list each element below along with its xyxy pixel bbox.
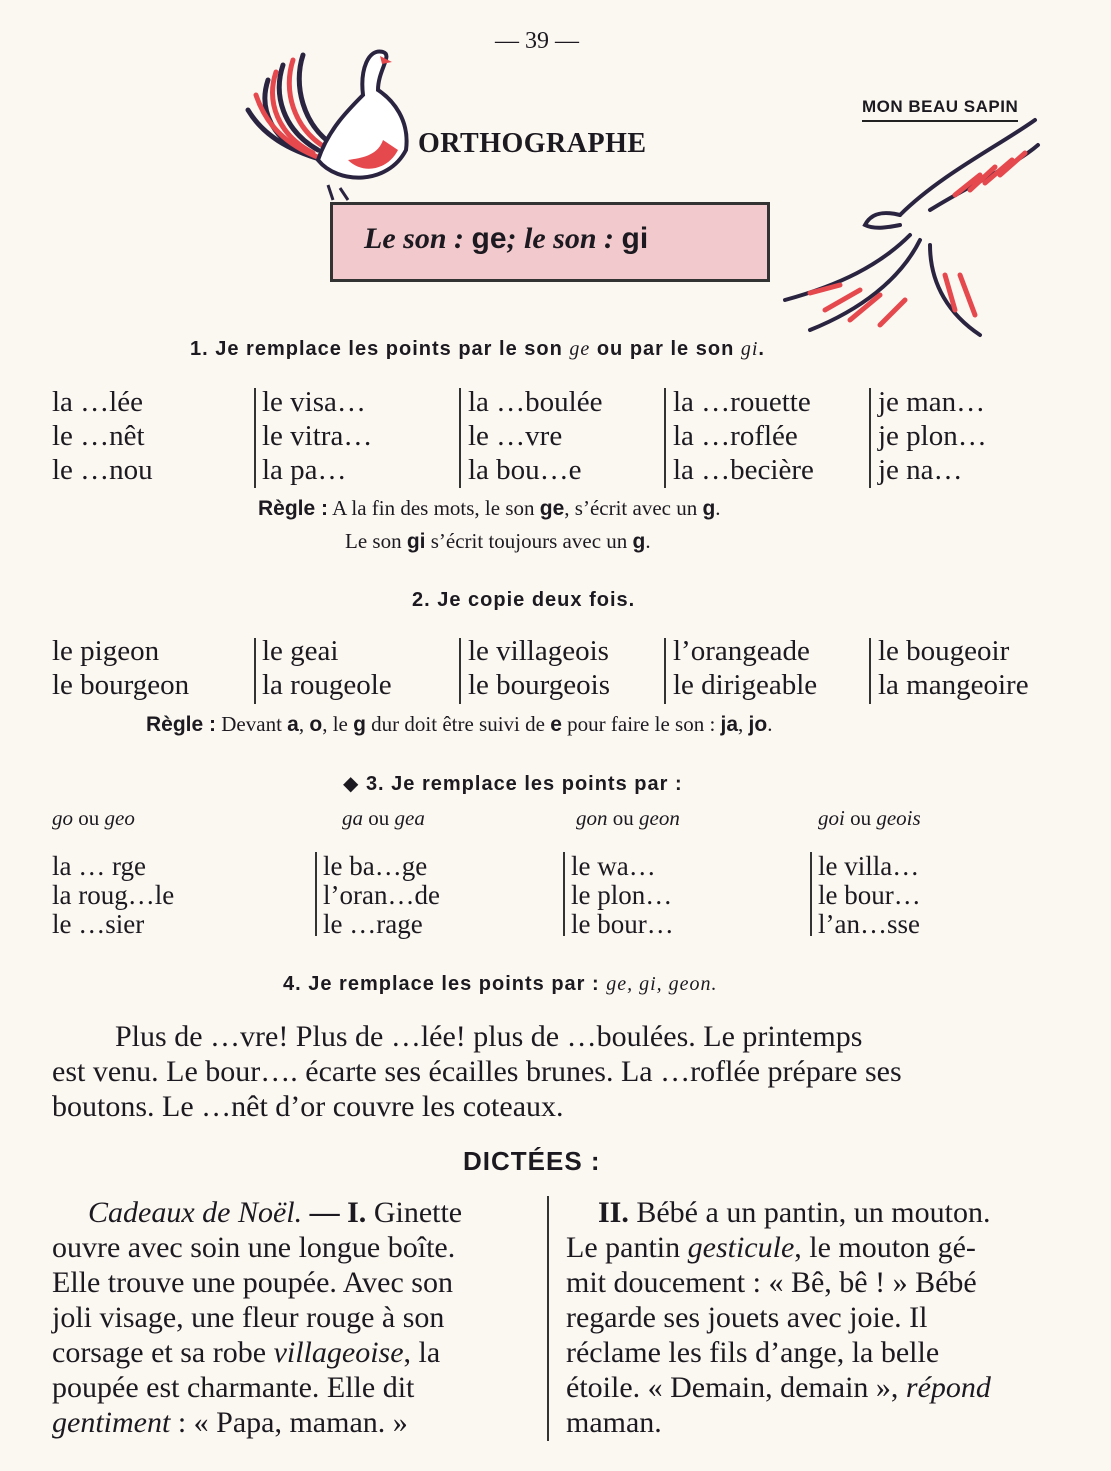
ex1-column [52, 385, 153, 487]
ex4-heading [283, 973, 718, 996]
ex2-column [673, 634, 817, 702]
ex1-heading-gi: gi [740, 338, 759, 360]
label-ou: ou [78, 806, 100, 830]
banner-part2: ; le son : [506, 222, 615, 255]
ex4-heading-options: ge, gi, geon. [606, 973, 718, 995]
ex1-word: la …lée [52, 386, 143, 418]
ex1-word: la bou…e [468, 454, 582, 486]
ex2-word: le bourgeon [52, 669, 190, 701]
ex1-rule-line1 [258, 496, 721, 521]
rule-text: pour faire le son : [567, 712, 716, 736]
dictee-line [52, 1335, 462, 1370]
dictee-line [566, 1230, 991, 1265]
ex4-line: boutons. Le …nêt d’or couvre les coteaux. [52, 1090, 564, 1123]
ex1-word: je na… [878, 454, 963, 486]
ex2-word: le villageois [468, 635, 609, 667]
ex3-word: l’an…sse [818, 909, 920, 939]
rule-text: , le [322, 712, 348, 736]
rule-letter: g [632, 530, 646, 553]
ex3-word: le bour… [571, 909, 674, 939]
ex1-word: je man… [878, 386, 986, 418]
dictee-number: II. [598, 1196, 629, 1229]
label-option: gea [394, 806, 425, 830]
column-divider [459, 388, 461, 488]
rule-end: . [767, 712, 773, 736]
ex3-column [323, 851, 440, 939]
column-divider [869, 638, 871, 704]
ex1-word: la …rouette [673, 386, 811, 418]
ex1-heading [190, 338, 765, 361]
dictee-line: mit doucement : « Bê, bê ! » Bébé [566, 1266, 977, 1299]
rule-text: Le son [345, 529, 402, 553]
dictee-number: I. [347, 1196, 367, 1229]
ex2-word: le bougeoir [878, 635, 1010, 667]
ex3-label [576, 806, 680, 831]
rule-letter: a [287, 713, 299, 736]
banner-part1: Le son : [364, 222, 464, 255]
rule-label: Règle : [146, 713, 217, 736]
rule-sound: ge [539, 497, 565, 520]
rule-text: , s’écrit avec un [564, 496, 698, 520]
dove-illustration-left [228, 40, 418, 205]
dictee-line: ouvre avec soin une longue boîte. [52, 1231, 456, 1264]
ex1-word: le …nêt [52, 420, 145, 452]
lesson-banner-title [364, 222, 648, 256]
ex3-word: la … rge [52, 851, 146, 881]
ex3-word: le …rage [323, 909, 423, 939]
ex1-word: le vitra… [262, 420, 373, 452]
banner-sound-gi: gi [621, 222, 649, 255]
ex1-column [673, 385, 814, 487]
ex1-heading-ge: ge [569, 338, 591, 360]
column-divider [315, 852, 317, 936]
rule-sound: gi [406, 530, 426, 553]
rule-letter: g [353, 713, 366, 736]
label-option: gon [576, 806, 608, 830]
label-ou: ou [612, 806, 634, 830]
rule-text: A la fin des mots, le son [332, 496, 535, 520]
rule-sound: ja [720, 713, 739, 736]
ex3-column [52, 851, 175, 939]
ex3-word: le …sier [52, 909, 145, 939]
label-option: geon [639, 806, 680, 830]
rule-sound: jo [748, 713, 768, 736]
dictee-italic: villageoise [273, 1336, 404, 1369]
dictee-text: Le pantin [566, 1231, 681, 1264]
ex3-column [571, 851, 674, 939]
dictee-italic: répond [905, 1371, 991, 1404]
ex4-heading-text: 4. Je remplace les points par : [283, 973, 600, 995]
label-option: geo [104, 806, 135, 830]
ex1-word: la …becière [673, 454, 814, 486]
column-divider [459, 638, 461, 704]
rule-end: . [715, 496, 721, 520]
ex2-word: la mangeoire [878, 669, 1029, 701]
ex2-word: le bourgeois [468, 669, 611, 701]
column-divider [664, 638, 666, 704]
ex2-heading: 2. Je copie deux fois. [412, 589, 636, 611]
ex3-label [818, 806, 921, 831]
dictee-dash: — [309, 1196, 340, 1229]
label-option: ga [342, 806, 363, 830]
ex1-heading-text: 1. Je remplace les points par le son [190, 338, 563, 360]
dictee-line: poupée est charmante. Elle dit [52, 1371, 415, 1404]
dictees-heading: DICTÉES : [463, 1146, 601, 1176]
series-title: MON BEAU SAPIN [862, 97, 1018, 122]
dictee-text: : « Papa, maman. » [177, 1406, 408, 1439]
ex1-rule-line2 [345, 529, 651, 554]
ex2-word: la rougeole [262, 669, 392, 701]
ex1-word: le …vre [468, 420, 563, 452]
label-ou: ou [368, 806, 390, 830]
dictee-italic: gentiment [52, 1406, 171, 1439]
rule-label: Règle : [258, 497, 329, 520]
rule-text: , [298, 712, 305, 736]
dictee-line: maman. [566, 1406, 662, 1439]
ex2-column [468, 634, 610, 702]
ex2-column [262, 634, 392, 702]
ex3-word: le bour… [818, 880, 921, 910]
dictee-text: , la [403, 1336, 441, 1369]
dictee-text: Ginette [373, 1196, 463, 1229]
dictee-line [52, 1195, 462, 1230]
dictee-line [566, 1195, 991, 1230]
ex1-word: la …roflée [673, 420, 798, 452]
dictee-line: réclame les fils d’ange, la belle [566, 1336, 940, 1369]
ex3-word: la roug…le [52, 880, 175, 910]
ex4-line: Plus de …vre! Plus de …lée! plus de …boulées. Le printemps [115, 1020, 863, 1053]
dictee-divider [547, 1196, 549, 1441]
ex2-word: le pigeon [52, 635, 160, 667]
ex1-word: le …nou [52, 454, 153, 486]
dove-illustration-right [780, 115, 1050, 345]
dictee-text: corsage et sa robe [52, 1336, 267, 1369]
ex3-column [818, 851, 921, 939]
ex1-word: je plon… [878, 420, 987, 452]
dictee-text: Bébé a un pantin, un mouton. [636, 1196, 991, 1229]
ex2-column [52, 634, 189, 702]
dictee-line [52, 1405, 462, 1440]
ex2-word: le dirigeable [673, 669, 818, 701]
section-title: ORTHOGRAPHE [418, 128, 647, 159]
dictee-line: Elle trouve une poupée. Avec son [52, 1266, 453, 1299]
rule-letter: o [309, 713, 323, 736]
rule-text: dur doit être suivi de [371, 712, 545, 736]
ex2-rule [146, 712, 772, 737]
dictee-line: regarde ses jouets avec joie. Il [566, 1301, 928, 1334]
ex3-word: le plon… [571, 880, 673, 910]
dictee-line: joli visage, une fleur rouge à son [52, 1301, 445, 1334]
ex3-word: le wa… [571, 851, 656, 881]
ex3-heading: ◆ 3. Je remplace les points par : [343, 773, 683, 795]
label-option: goi [818, 806, 845, 830]
column-divider [254, 638, 256, 704]
ex2-word: l’orangeade [673, 635, 810, 667]
ex2-word: le geai [262, 635, 339, 667]
dictee-title: Cadeaux de Noël. [88, 1196, 303, 1229]
ex1-word: la pa… [262, 454, 347, 486]
ex4-line: est venu. Le bour…. écarte ses écailles brunes. La …roflée prépare ses [52, 1055, 902, 1088]
label-ou: ou [850, 806, 872, 830]
banner-sound-ge: ge [471, 222, 507, 255]
ex3-word: l’oran…de [323, 880, 440, 910]
dictee-left [52, 1195, 462, 1440]
ex1-column [878, 385, 987, 487]
rule-text: Devant [221, 712, 282, 736]
column-divider [810, 852, 812, 936]
column-divider [563, 852, 565, 936]
dictee-line [566, 1370, 991, 1405]
ex1-heading-ou: ou par le son [596, 338, 735, 360]
ex1-column [468, 385, 602, 487]
label-option: geois [876, 806, 921, 830]
page-number: — 39 — [495, 28, 579, 54]
rule-letter: g [702, 497, 716, 520]
dictee-text: étoile. « Demain, demain », [566, 1371, 899, 1404]
rule-text: s’écrit toujours avec un [430, 529, 628, 553]
dictee-italic: gesticule [687, 1231, 795, 1264]
ex3-word: le villa… [818, 851, 920, 881]
ex1-word: le visa… [262, 386, 366, 418]
ex1-heading-end: . [758, 338, 765, 360]
column-divider [254, 388, 256, 488]
ex3-label [52, 806, 135, 831]
rule-letter: e [550, 713, 562, 736]
ex2-column [878, 634, 1029, 702]
dictee-text: , le mouton gé- [794, 1231, 976, 1264]
rule-text: , [738, 712, 744, 736]
ex3-word: le ba…ge [323, 851, 428, 881]
label-option: go [52, 806, 73, 830]
column-divider [664, 388, 666, 488]
dictee-right [566, 1195, 991, 1440]
rule-end: . [645, 529, 651, 553]
ex3-label [342, 806, 425, 831]
column-divider [869, 388, 871, 488]
ex1-word: la …boulée [468, 386, 603, 418]
ex1-column [262, 385, 372, 487]
